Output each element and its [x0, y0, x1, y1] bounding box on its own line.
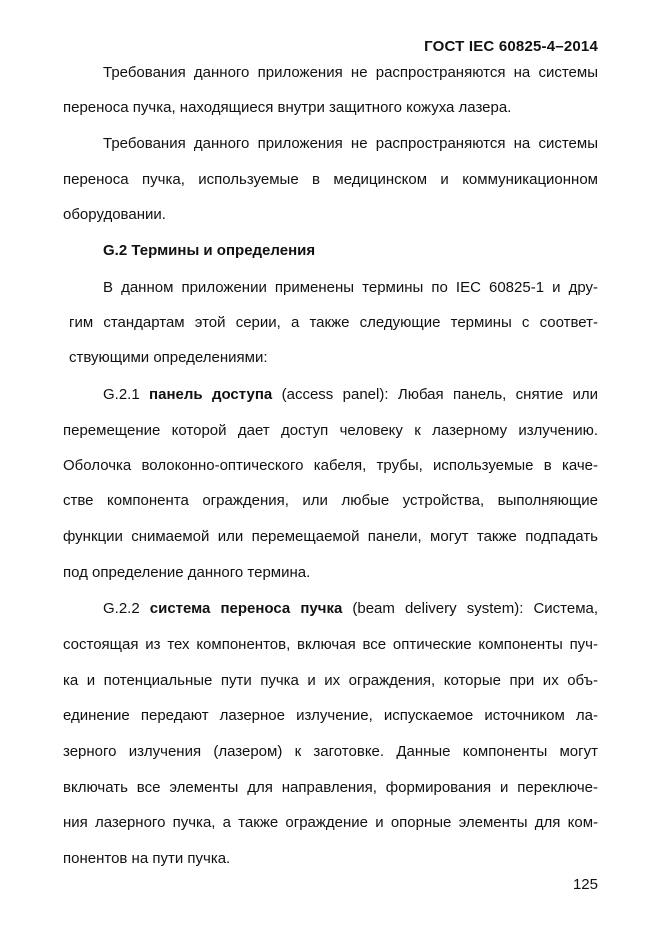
- paragraph-line: функции снимаемой или перемещаемой панели, могут также подпадать: [63, 528, 598, 545]
- page-number: 125: [572, 876, 598, 893]
- paragraph-line: перемещение которой дает доступ человеку к лазерному излучению.: [63, 422, 598, 439]
- paragraph-line: стве компонента ограждения, или любые устройства, выполняющие: [63, 492, 598, 509]
- paragraph-line: зерного излучения (лазером) к заготовке. Данные компоненты могут: [63, 743, 598, 760]
- paragraph-line: понентов на пути пучка.: [63, 850, 231, 867]
- paragraph-line: ствующими определениями:: [69, 349, 268, 366]
- paragraph-line: ния лазерного пучка, а также ограждение и опорные элементы для ком-: [63, 814, 598, 831]
- paragraph-line: В данном приложении применены термины по IEC 60825-1 и дру-: [103, 279, 598, 296]
- term-definition-line: [103, 386, 598, 404]
- section-heading: G.2 Термины и определения: [103, 242, 316, 259]
- paragraph-line: единение передают лазерное излучение, испускаемое источником ла-: [63, 707, 598, 724]
- paragraph-line: Требования данного приложения не распространяются на системы: [103, 64, 598, 81]
- paragraph-line: Требования данного приложения не распространяются на системы: [103, 135, 598, 152]
- term-number: G.2.1: [103, 386, 140, 403]
- paragraph-line: под определение данного термина.: [63, 564, 311, 581]
- paragraph-line: переноса пучка, находящиеся внутри защитного кожуха лазера.: [63, 99, 512, 116]
- paragraph-line: оборудовании.: [63, 206, 166, 223]
- paragraph-line: гим стандартам этой серии, а также следующие термины с соответ-: [69, 314, 598, 331]
- term-name: панель доступа: [149, 386, 273, 403]
- document-header: ГОСТ IEC 60825-4–2014: [424, 38, 598, 55]
- term-definition-line: [103, 600, 598, 618]
- term-text: (access panel): Любая панель, снятие или: [281, 386, 598, 403]
- paragraph-line: переноса пучка, используемые в медицинском и коммуникационном: [63, 171, 598, 188]
- term-name: система переноса пучка: [149, 600, 343, 617]
- paragraph-line: состоящая из тех компонентов, включая все оптические компоненты пуч-: [63, 636, 598, 653]
- paragraph-line: ка и потенциальные пути пучка и их ограждения, которые при их объ-: [63, 672, 598, 689]
- term-text: (beam delivery system): Система,: [352, 600, 598, 617]
- paragraph-line: Оболочка волоконно-оптического кабеля, трубы, используемые в каче-: [63, 457, 598, 474]
- paragraph-line: включать все элементы для направления, формирования и переключе-: [63, 779, 598, 796]
- term-number: G.2.2: [103, 600, 140, 617]
